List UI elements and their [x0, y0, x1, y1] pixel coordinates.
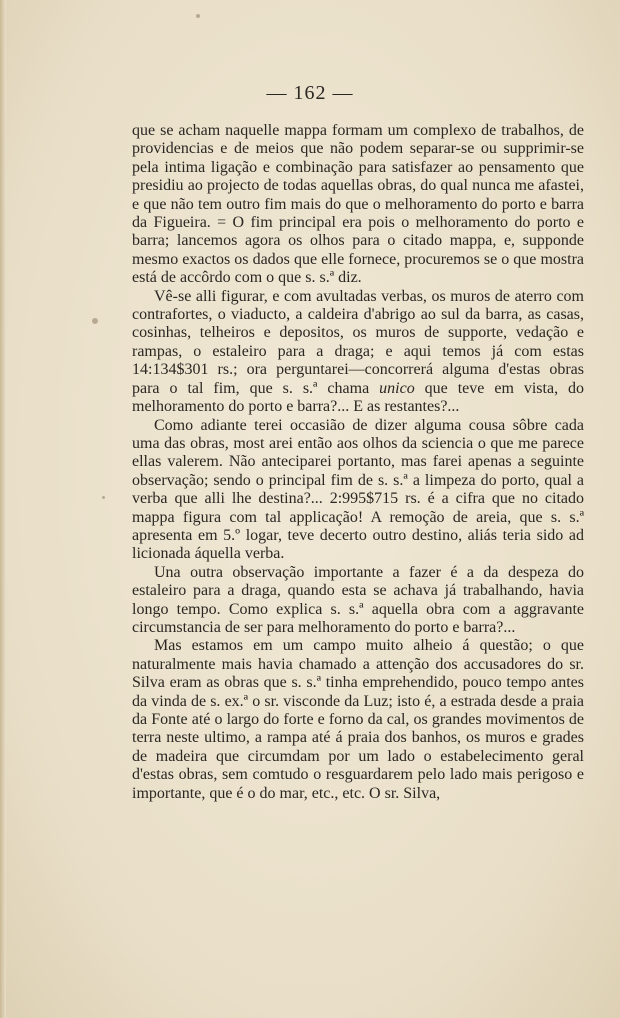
- paragraph: que se acham naquelle mappa formam um complexo de trabalhos, de providencias e de meios que não podem separar-se ou supprimir-se pela intima ligação e combinação para satisfazer ao pensamento que presidiu ao projecto de todas aquellas obras, do qual nunca me afastei, e que não tem outro fim mais do que o melhoramento do porto e barra da Figueira. = O fim principal era pois o melhoramento do porto e barra; lancemos agora os olhos para o citado mappa, e, supponde mesmo exactos os dados que elle fornece, procuremos se o que mostra está de accôrdo com o que s. s.ª diz.: [132, 122, 584, 287]
- body-text: [132, 122, 584, 803]
- page-edge-left: [0, 0, 6, 1018]
- paragraph: Mas estamos em um campo muito alheio á questão; o que naturalmente mais havia chamado a attenção dos accusadores do sr. Silva eram as obras que s. s.ª tinha emprehendido, pouco tempo antes da vinda de s. ex.ª o sr. visconde da Luz; isto é, a estrada desde a praia da Fonte até o largo do forte e forno da cal, os grandes movimentos de terra neste ultimo, a rampa até á praia dos banhos, os muros e grades de madeira que circumdam por um lado o estabelecimento geral d'estas obras, sem comtudo o resguardarem pelo lado mais perigoso e importante, que é o do mar, etc., etc. O sr. Silva,: [132, 637, 584, 802]
- paper-stain: [102, 496, 105, 499]
- page-number: — 162 —: [266, 82, 354, 104]
- paragraph-text: que teve em vista, do melhoramento do porto e barra?... E as restantes?...: [132, 379, 585, 416]
- emphasized-word: unico: [379, 379, 415, 397]
- paragraph: Una outra observação importante a fazer é a da despeza do estaleiro para a draga, quando esta se achava já trabalhando, havia longo tempo. Como explica s. s.ª aquella obra com a aggravante circumstancia de ser para melhoramento do porto e barra?...: [132, 563, 584, 636]
- paper-stain: [196, 14, 200, 18]
- paragraph: Como adiante terei occasião de dizer alguma cousa sôbre cada uma das obras, most arei então aos olhos da sciencia o que me parece ellas valerem. Não anteciparei portanto, mas farei apenas a seguinte observação; sendo o principal fim de s. s.ª a limpeza do porto, qual a verba que alli lhe destina?... 2:995$715 rs. é a cifra que no citado mappa figura com tal applicação! A remoção de areia, que s. s.ª apresenta em 5.º logar, teve decerto outro destino, aliás teria sido ad licionada áquella verba.: [132, 416, 584, 563]
- paper-stain: [92, 318, 98, 324]
- paragraph-text: Vê-se alli figurar, e com avultadas verbas, os muros de aterro com contrafortes, o viaducto, a caldeira d'abrigo ao sul da barra, as casas, cosinhas, telheiros e depositos, os muros de supporte, vedação e rampas, o estaleiro para a draga; e aqui temos já com estas 14:134$301 rs.; ora perguntarei—concorrerá alguma d'estas obras para o tal fim, que s. s.ª chama: [132, 287, 584, 397]
- paragraph: [132, 288, 584, 417]
